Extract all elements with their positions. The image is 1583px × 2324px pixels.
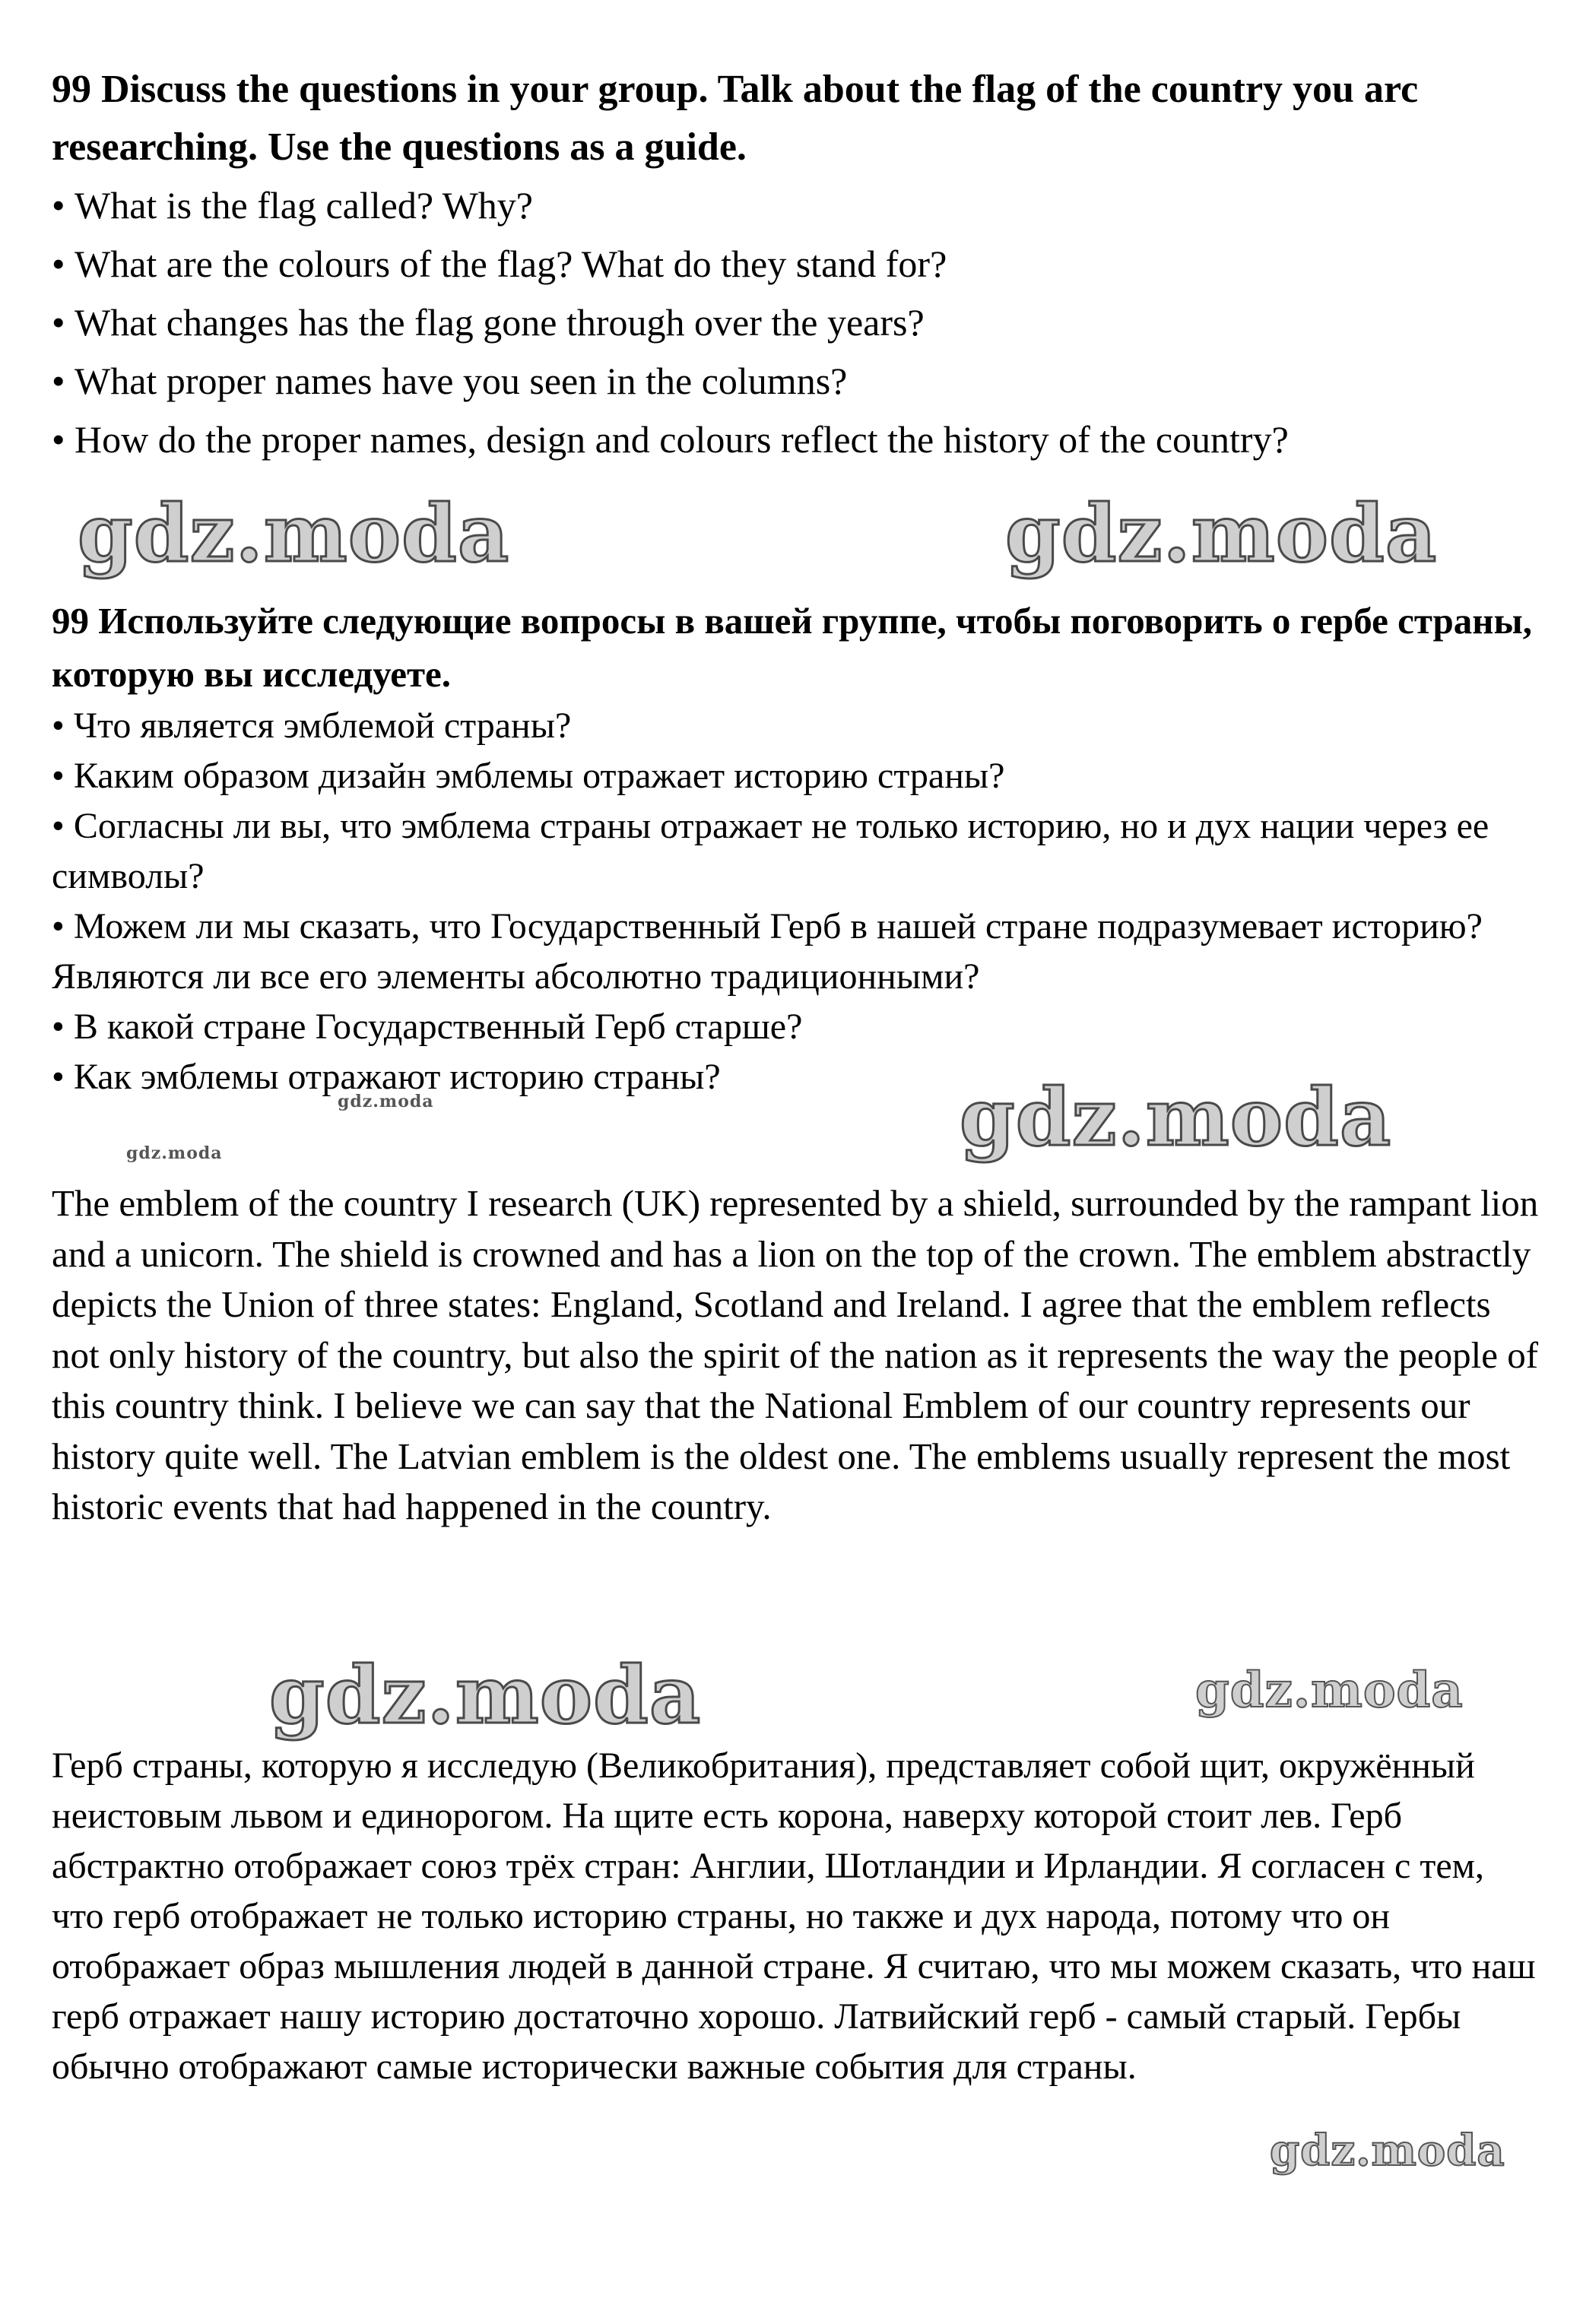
english-question: • What is the flag called? Why?	[52, 176, 1542, 235]
watermark-logo: gdz.moda	[78, 487, 510, 580]
watermark-logo: gdz.moda	[1195, 1662, 1464, 1719]
english-question: • What changes has the flag gone through over the years?	[52, 293, 1542, 352]
russian-question: • Можем ли мы сказать, что Государственный Герб в нашей стране подразумевает историю? Являются ли все его элементы абсолютно традиционными?	[52, 902, 1542, 1002]
russian-question: • В какой стране Государственный Герб старше?	[52, 1002, 1542, 1052]
english-task-heading: 99 Discuss the questions in your group. Talk about the flag of the country you arc researching. Use the questions as a guide.	[52, 68, 1419, 169]
answer-english-text: The emblem of the country I research (UK) represented by a shield, surrounded by the rampant lion and a unicorn. The shield is crowned and has a lion on the top of the crown. The emblem abstractly depicts the Union of three states: England, Scotland and Ireland. I agree that the emblem reflects not only history of the country, but also the spirit of the nation as it represents the way the people of this country think. I believe we can say that the National Emblem of our country represents our history quite well. The Latvian emblem is the oldest one. The emblems usually represent the most historic events that had happened in the country.	[52, 1182, 1539, 1527]
watermark-small: gdz.moda	[126, 1143, 223, 1163]
answer-russian	[52, 1741, 1542, 2092]
russian-task-heading: 99 Используйте следующие вопросы в вашей группе, чтобы поговорить о гербе страны, которую вы исследуете.	[52, 600, 1533, 695]
russian-question: • Что является эмблемой страны?	[52, 701, 1542, 751]
english-question: • How do the proper names, design and colours reflect the history of the country?	[52, 411, 1542, 469]
russian-question: • Каким образом дизайн эмблемы отражает историю страны?	[52, 751, 1542, 801]
english-question: • What are the colours of the flag? What do they stand for?	[52, 235, 1542, 293]
watermark-logo: gdz.moda	[1005, 487, 1438, 580]
answer-english	[52, 1178, 1542, 1533]
russian-question-list	[52, 701, 1542, 1102]
watermark-small: gdz.moda	[338, 1092, 434, 1111]
english-question-list	[52, 176, 1542, 469]
watermark-logo: gdz.moda	[269, 1648, 702, 1742]
watermark-logo: gdz.moda	[960, 1070, 1392, 1164]
english-task	[52, 61, 1542, 469]
english-question: • What proper names have you seen in the columns?	[52, 352, 1542, 411]
russian-task	[52, 594, 1542, 1102]
russian-question: • Согласны ли вы, что эмблема страны отражает не только историю, но и дух нации через ее символы?	[52, 801, 1542, 902]
watermark-logo: gdz.moda	[1270, 2126, 1505, 2176]
answer-russian-text: Герб страны, которую я исследую (Великобритания), представляет собой щит, окружённый неистовым львом и единорогом. На щите есть корона, наверху которой стоит лев. Герб абстрактно отображает союз трёх стран: Англии, Шотландии и Ирландии. Я согласен с тем, что герб отображает не только историю страны, но также и дух народа, потому что он отображает образ мышления людей в данной стране. Я считаю, что мы можем сказать, что наш герб отражает нашу историю достаточно хорошо. Латвийский герб - самый старый. Гербы обычно отображают самые исторически важные события для страны.	[52, 1745, 1536, 2087]
russian-question: • Как эмблемы отражают историю страны?	[52, 1052, 1542, 1102]
